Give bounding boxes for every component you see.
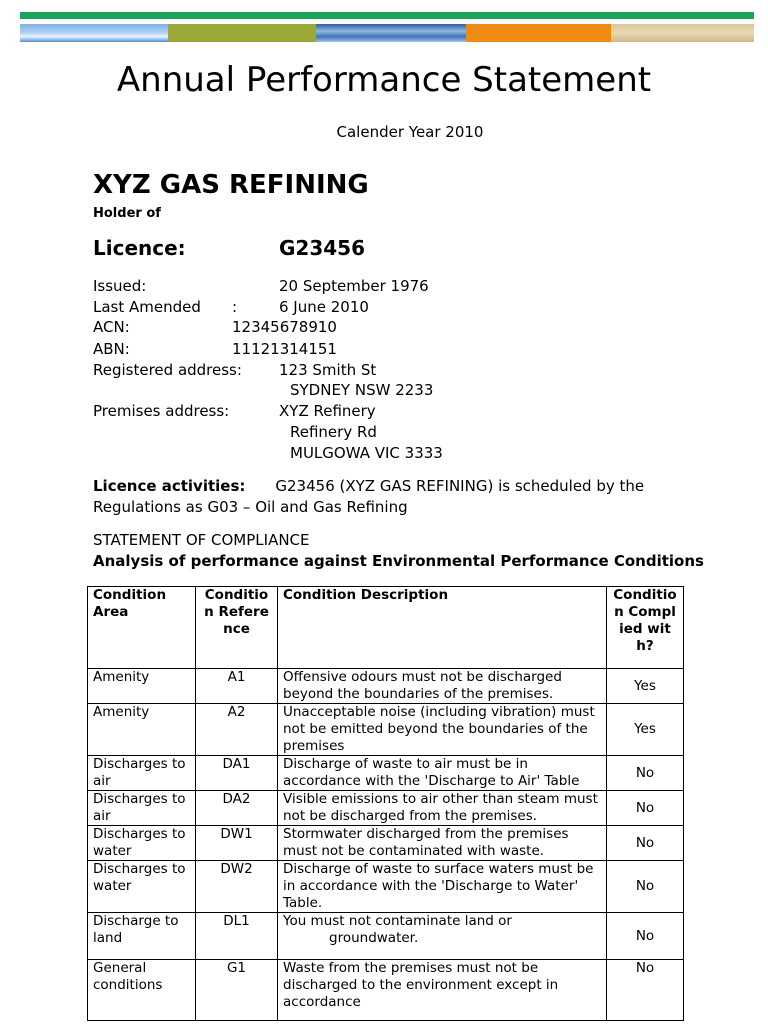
conditions-table (87, 586, 684, 1021)
holder-of-label: Holder of (93, 206, 161, 221)
company-name: XYZ GAS REFINING (93, 170, 369, 200)
abn-label: ABN: (93, 340, 130, 358)
cell-complied: No (607, 791, 684, 826)
table-row (88, 960, 684, 1021)
cell-description: Discharge of waste to air must be in accordance with the 'Discharge to Air' Table (278, 756, 607, 791)
premises-address-line3: MULGOWA VIC 3333 (290, 444, 443, 462)
cell-area: Discharges to water (88, 861, 196, 913)
banner-orange-segment (466, 24, 611, 42)
cell-description: Stormwater discharged from the premises must not be contaminated with waste. (278, 826, 607, 861)
cell-reference: G1 (196, 960, 278, 1021)
cell-reference: DA1 (196, 756, 278, 791)
registered-address-label: Registered address: (93, 361, 242, 379)
header-green-rule (20, 12, 754, 19)
header-banner (20, 24, 754, 42)
cell-description: Offensive odours must not be discharged beyond the boundaries of the premises. (278, 669, 607, 704)
issued-label: Issued: (93, 277, 147, 295)
cell-complied: No (607, 960, 684, 1021)
cell-reference: A2 (196, 704, 278, 756)
registered-address-line2: SYDNEY NSW 2233 (290, 381, 434, 399)
banner-sky-segment (20, 24, 168, 42)
cell-complied: No (607, 913, 684, 960)
cell-reference: DW1 (196, 826, 278, 861)
licence-activities-text1: G23456 (XYZ GAS REFINING) is scheduled by the (275, 477, 645, 495)
cell-reference: A1 (196, 669, 278, 704)
table-row (88, 756, 684, 791)
cell-area: General conditions (88, 960, 196, 1021)
table-row (88, 669, 684, 704)
cell-description: Discharge of waste to surface waters must be in accordance with the 'Discharge to Water' Table. (278, 861, 607, 913)
licence-label: Licence: (93, 236, 186, 260)
issued-value: 20 September 1976 (279, 277, 429, 295)
cell-description: Unacceptable noise (including vibration) must not be emitted beyond the boundaries of the premises (278, 704, 607, 756)
cell-complied: No (607, 756, 684, 791)
abn-value: 11121314151 (232, 340, 337, 358)
table-row (88, 791, 684, 826)
cell-description-line2: groundwater. (329, 930, 419, 946)
page-title: Annual Performance Statement (116, 60, 652, 100)
table-row (88, 861, 684, 913)
registered-address-line1: 123 Smith St (279, 361, 377, 379)
table-row (88, 704, 684, 756)
compliance-heading: STATEMENT OF COMPLIANCE (93, 531, 310, 549)
header-condition-complied: Condition Complied with? (607, 587, 684, 669)
page-subtitle: Calender Year 2010 (336, 123, 484, 141)
banner-sand-segment (611, 24, 754, 42)
cell-description-line1: You must not contaminate land or (283, 913, 512, 929)
premises-address-label: Premises address: (93, 402, 230, 420)
cell-area: Discharges to air (88, 791, 196, 826)
acn-label: ACN: (93, 318, 130, 336)
amended-value: 6 June 2010 (279, 298, 369, 316)
licence-activities (93, 477, 644, 495)
cell-reference: DW2 (196, 861, 278, 913)
acn-value: 12345678910 (232, 318, 337, 336)
table-row (88, 826, 684, 861)
cell-description: Visible emissions to air other than steam must not be discharged from the premises. (278, 791, 607, 826)
premises-address-line2: Refinery Rd (290, 423, 377, 441)
banner-olive-segment (168, 24, 316, 42)
premises-address-line1: XYZ Refinery (279, 402, 376, 420)
licence-number: G23456 (279, 236, 365, 260)
compliance-subheading: Analysis of performance against Environmental Performance Conditions (93, 552, 704, 570)
cell-description (278, 913, 607, 960)
banner-water-segment (316, 24, 466, 42)
cell-description: Waste from the premises must not be discharged to the environment except in accordance (278, 960, 607, 1021)
amended-separator: : (232, 298, 238, 316)
cell-area: Discharges to water (88, 826, 196, 861)
cell-reference: DA2 (196, 791, 278, 826)
cell-complied: Yes (607, 704, 684, 756)
licence-activities-label: Licence activities: (93, 477, 246, 495)
cell-complied: No (607, 826, 684, 861)
amended-label: Last Amended (93, 298, 201, 316)
cell-reference: DL1 (196, 913, 278, 960)
table-header-row (88, 587, 684, 669)
cell-area: Amenity (88, 704, 196, 756)
cell-area: Amenity (88, 669, 196, 704)
cell-complied: No (607, 861, 684, 913)
licence-activities-text2: Regulations as G03 – Oil and Gas Refining (93, 498, 408, 516)
header-condition-description: Condition Description (278, 587, 607, 669)
cell-area: Discharges to air (88, 756, 196, 791)
cell-area: Discharge to land (88, 913, 196, 960)
cell-complied: Yes (607, 669, 684, 704)
header-condition-area: Condition Area (88, 587, 196, 669)
header-condition-reference: Condition Reference (196, 587, 278, 669)
table-row (88, 913, 684, 960)
